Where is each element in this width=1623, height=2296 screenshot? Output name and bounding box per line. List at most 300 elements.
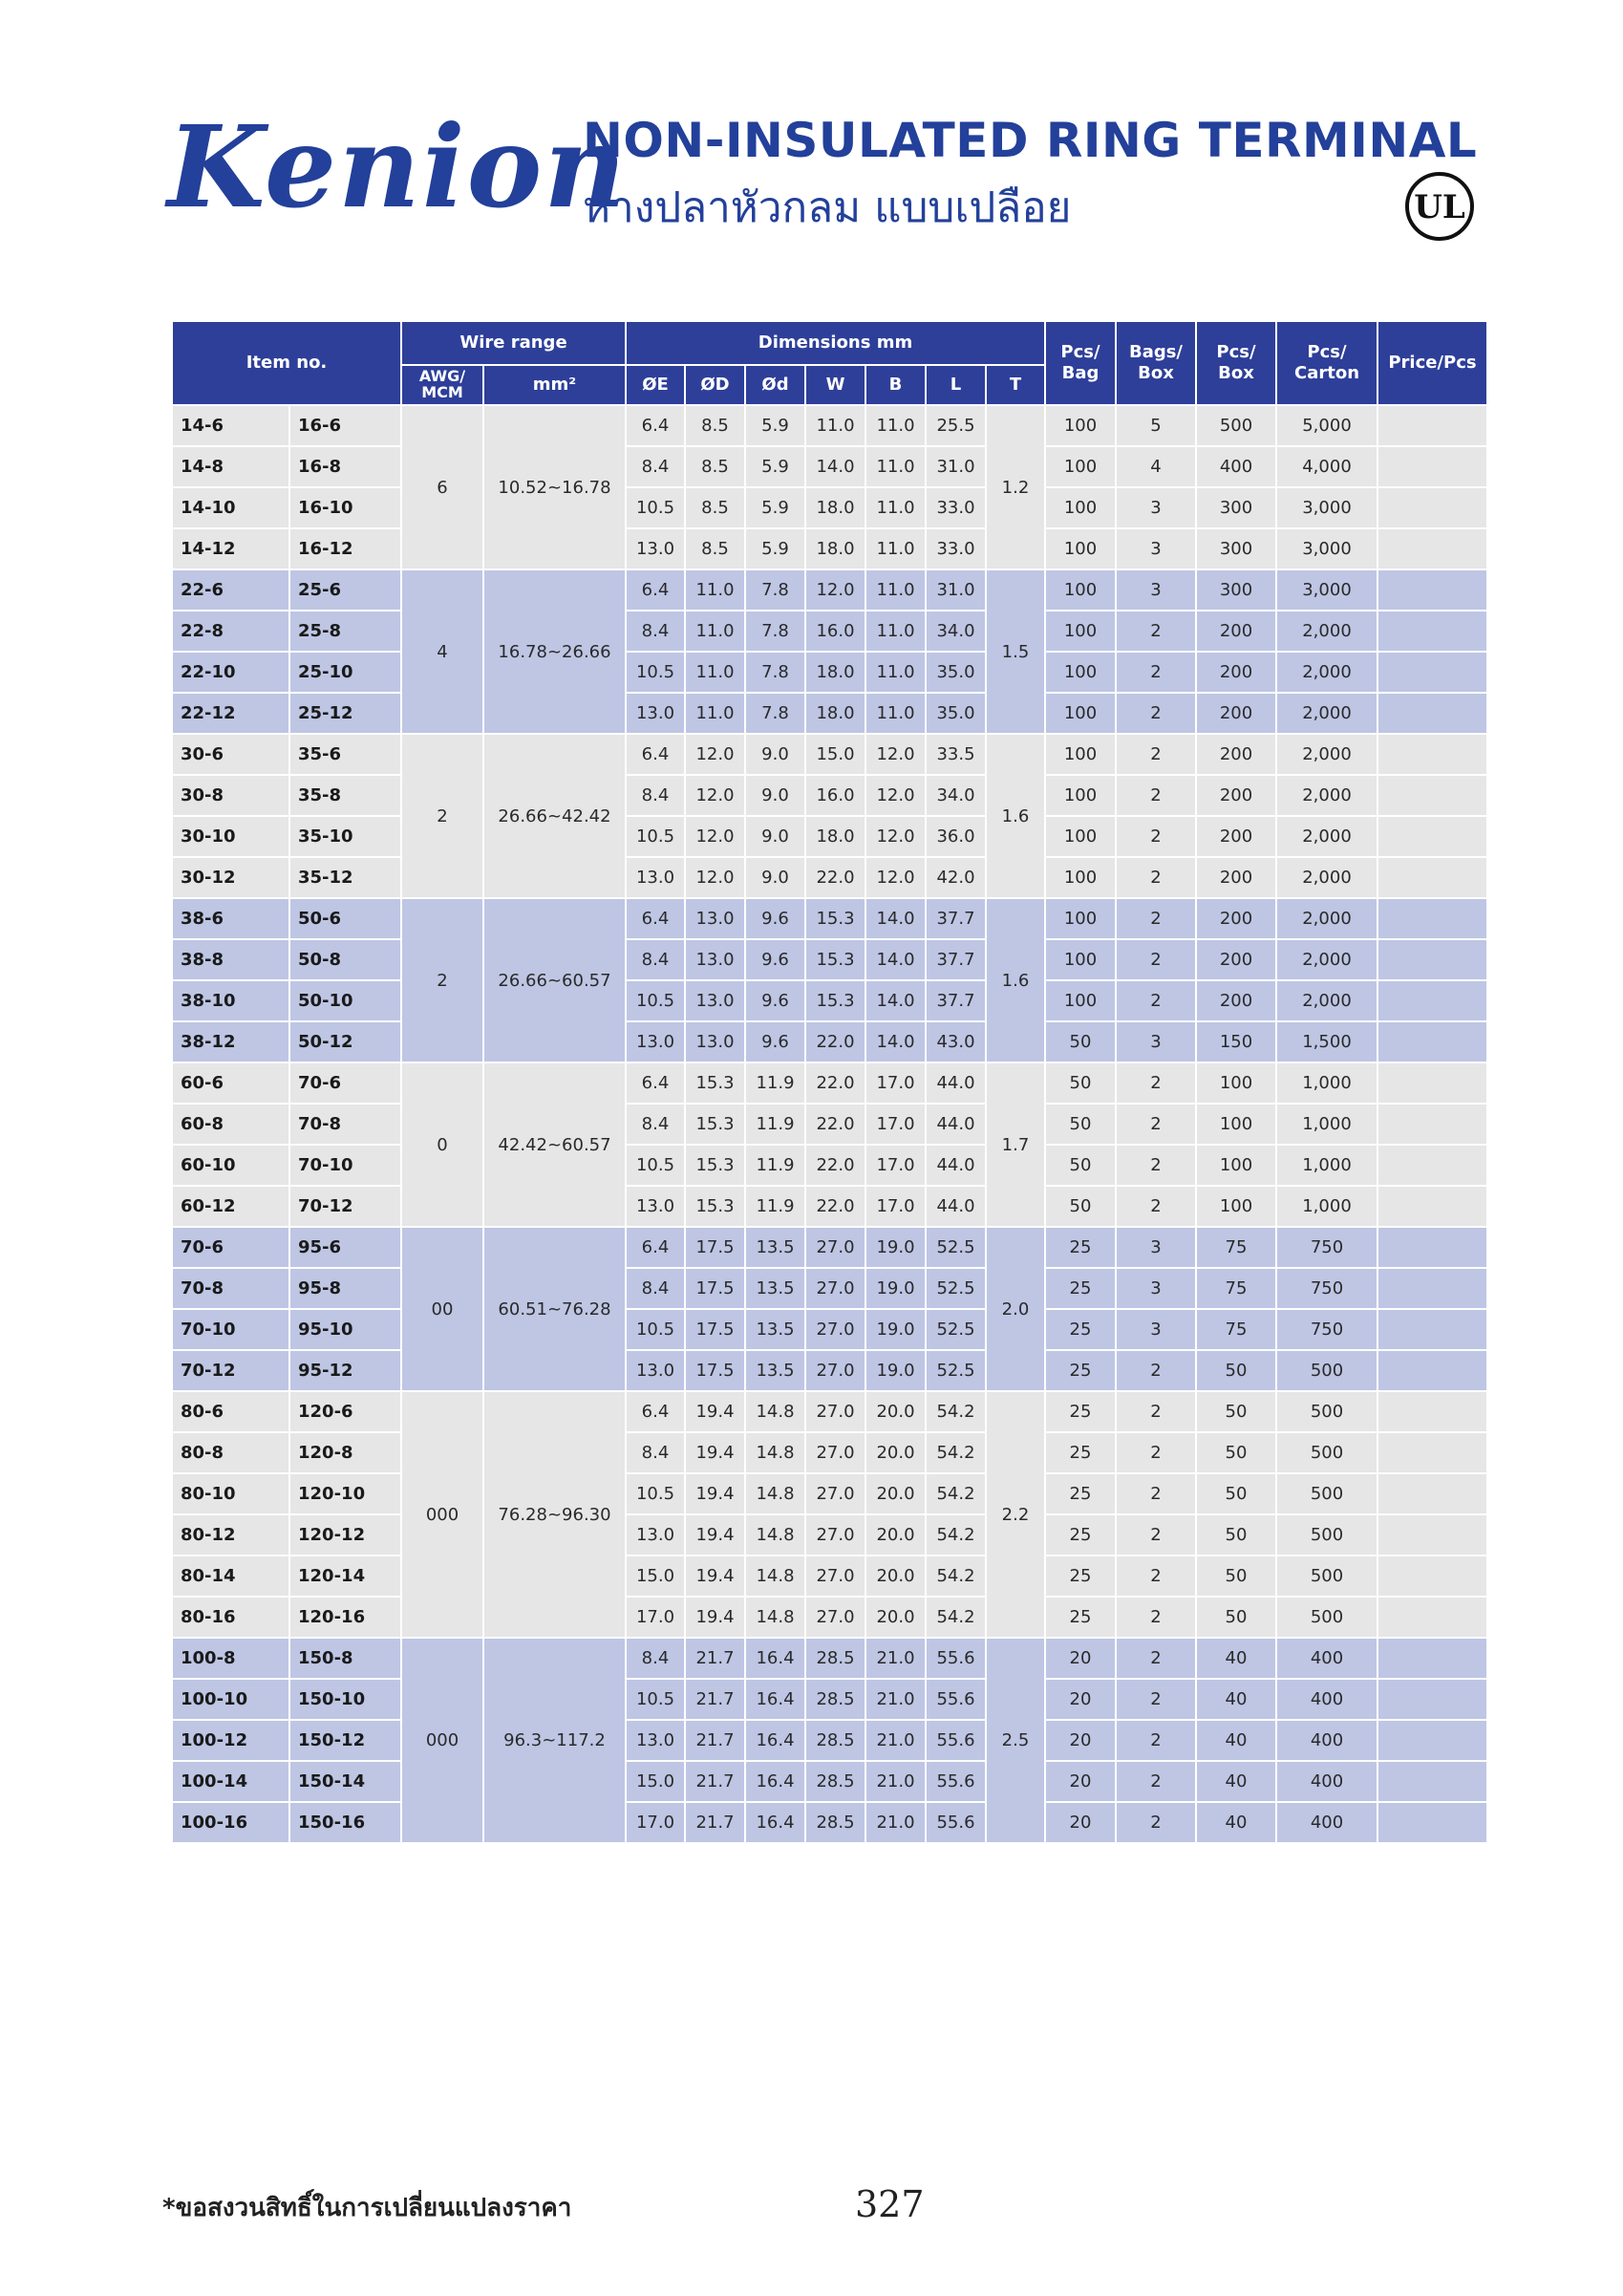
item-no-alt-cell: 95-10 <box>289 1309 401 1350</box>
W-cell: 27.0 <box>805 1268 865 1309</box>
oD-cell: 12.0 <box>685 857 745 898</box>
pcs-bag-cell: 50 <box>1045 1062 1116 1104</box>
B-cell: 19.0 <box>865 1309 926 1350</box>
item-no-cell: 80-14 <box>172 1556 289 1597</box>
pcs-carton-cell: 750 <box>1276 1309 1377 1350</box>
price-cell <box>1377 611 1487 652</box>
pcs-carton-cell: 400 <box>1276 1761 1377 1802</box>
pcs-box-cell: 300 <box>1196 487 1276 528</box>
item-no-alt-cell: 95-8 <box>289 1268 401 1309</box>
pcs-box-cell: 200 <box>1196 980 1276 1021</box>
pcs-bag-cell: 50 <box>1045 1104 1116 1145</box>
oE-cell: 6.4 <box>626 1227 685 1268</box>
B-cell: 20.0 <box>865 1556 926 1597</box>
pcs-carton-cell: 500 <box>1276 1556 1377 1597</box>
bags-box-cell: 3 <box>1116 528 1196 569</box>
L-cell: 31.0 <box>926 569 986 611</box>
bags-box-cell: 3 <box>1116 1021 1196 1062</box>
bags-box-cell: 5 <box>1116 405 1196 446</box>
W-cell: 12.0 <box>805 569 865 611</box>
item-no-alt-cell: 16-6 <box>289 405 401 446</box>
L-cell: 44.0 <box>926 1104 986 1145</box>
awg-cell: 000 <box>401 1638 483 1843</box>
pcs-carton-cell: 2,000 <box>1276 857 1377 898</box>
T-cell: 1.5 <box>986 569 1045 734</box>
W-cell: 22.0 <box>805 1186 865 1227</box>
price-cell <box>1377 898 1487 939</box>
item-no-alt-cell: 70-12 <box>289 1186 401 1227</box>
od-cell: 13.5 <box>745 1309 805 1350</box>
B-cell: 21.0 <box>865 1802 926 1843</box>
pcs-bag-cell: 100 <box>1045 405 1116 446</box>
item-no-alt-cell: 25-10 <box>289 652 401 693</box>
oE-cell: 6.4 <box>626 405 685 446</box>
item-no-cell: 80-6 <box>172 1391 289 1432</box>
awg-cell: 0 <box>401 1062 483 1227</box>
table-row <box>172 1021 1487 1062</box>
pcs-bag-cell: 25 <box>1045 1514 1116 1556</box>
table-row <box>172 734 1487 775</box>
oE-cell: 13.0 <box>626 1186 685 1227</box>
pcs-box-cell: 50 <box>1196 1556 1276 1597</box>
B-cell: 11.0 <box>865 446 926 487</box>
od-cell: 11.9 <box>745 1104 805 1145</box>
pcs-bag-cell: 100 <box>1045 939 1116 980</box>
L-cell: 55.6 <box>926 1720 986 1761</box>
W-cell: 27.0 <box>805 1391 865 1432</box>
bags-box-cell: 2 <box>1116 1638 1196 1679</box>
B-cell: 17.0 <box>865 1145 926 1186</box>
L-cell: 37.7 <box>926 939 986 980</box>
oD-cell: 21.7 <box>685 1802 745 1843</box>
L-cell: 54.2 <box>926 1391 986 1432</box>
item-no-alt-cell: 50-8 <box>289 939 401 980</box>
oD-cell: 21.7 <box>685 1761 745 1802</box>
spec-table-body <box>172 405 1487 1843</box>
table-row <box>172 1104 1487 1145</box>
W-cell: 28.5 <box>805 1679 865 1720</box>
table-row <box>172 611 1487 652</box>
W-cell: 15.0 <box>805 734 865 775</box>
L-cell: 33.0 <box>926 487 986 528</box>
bags-box-cell: 2 <box>1116 734 1196 775</box>
oE-cell: 6.4 <box>626 734 685 775</box>
bags-box-cell: 2 <box>1116 1350 1196 1391</box>
item-no-alt-cell: 120-16 <box>289 1597 401 1638</box>
item-no-cell: 38-6 <box>172 898 289 939</box>
oD-cell: 17.5 <box>685 1227 745 1268</box>
W-cell: 28.5 <box>805 1802 865 1843</box>
item-no-alt-cell: 50-12 <box>289 1021 401 1062</box>
bags-box-cell: 2 <box>1116 1597 1196 1638</box>
pcs-bag-cell: 100 <box>1045 528 1116 569</box>
od-cell: 14.8 <box>745 1473 805 1514</box>
pcs-box-cell: 100 <box>1196 1062 1276 1104</box>
oE-cell: 10.5 <box>626 1145 685 1186</box>
W-cell: 15.3 <box>805 898 865 939</box>
bags-box-cell: 2 <box>1116 1062 1196 1104</box>
od-cell: 7.8 <box>745 611 805 652</box>
pcs-bag-cell: 20 <box>1045 1638 1116 1679</box>
price-cell <box>1377 652 1487 693</box>
od-cell: 9.6 <box>745 898 805 939</box>
bags-box-cell: 2 <box>1116 1556 1196 1597</box>
B-cell: 21.0 <box>865 1720 926 1761</box>
W-cell: 28.5 <box>805 1761 865 1802</box>
price-cell <box>1377 734 1487 775</box>
pcs-bag-cell: 25 <box>1045 1473 1116 1514</box>
oE-cell: 8.4 <box>626 611 685 652</box>
pcs-bag-cell: 20 <box>1045 1720 1116 1761</box>
od-cell: 14.8 <box>745 1432 805 1473</box>
oE-cell: 8.4 <box>626 446 685 487</box>
B-cell: 21.0 <box>865 1761 926 1802</box>
pcs-bag-cell: 100 <box>1045 775 1116 816</box>
oE-cell: 10.5 <box>626 1679 685 1720</box>
od-cell: 5.9 <box>745 405 805 446</box>
pcs-carton-cell: 500 <box>1276 1432 1377 1473</box>
L-cell: 55.6 <box>926 1679 986 1720</box>
pcs-carton-cell: 2,000 <box>1276 816 1377 857</box>
pcs-carton-cell: 1,000 <box>1276 1104 1377 1145</box>
col-price: Price/Pcs <box>1377 321 1487 405</box>
table-row <box>172 775 1487 816</box>
T-cell: 2.0 <box>986 1227 1045 1391</box>
oD-cell: 13.0 <box>685 898 745 939</box>
pcs-box-cell: 200 <box>1196 775 1276 816</box>
item-no-alt-cell: 95-12 <box>289 1350 401 1391</box>
price-cell <box>1377 1062 1487 1104</box>
price-cell <box>1377 1514 1487 1556</box>
oE-cell: 8.4 <box>626 1432 685 1473</box>
price-cell <box>1377 1679 1487 1720</box>
pcs-bag-cell: 100 <box>1045 487 1116 528</box>
col-dimensions: Dimensions mm <box>626 321 1045 365</box>
bags-box-cell: 2 <box>1116 1104 1196 1145</box>
price-cell <box>1377 857 1487 898</box>
W-cell: 28.5 <box>805 1720 865 1761</box>
oD-cell: 15.3 <box>685 1104 745 1145</box>
mm2-cell: 96.3~117.2 <box>483 1638 626 1843</box>
L-cell: 54.2 <box>926 1432 986 1473</box>
od-cell: 13.5 <box>745 1350 805 1391</box>
W-cell: 22.0 <box>805 857 865 898</box>
pcs-carton-cell: 2,000 <box>1276 693 1377 734</box>
item-no-alt-cell: 150-10 <box>289 1679 401 1720</box>
bags-box-cell: 2 <box>1116 939 1196 980</box>
bags-box-cell: 2 <box>1116 898 1196 939</box>
price-cell <box>1377 1021 1487 1062</box>
pcs-carton-cell: 400 <box>1276 1802 1377 1843</box>
pcs-carton-cell: 500 <box>1276 1597 1377 1638</box>
T-cell: 2.2 <box>986 1391 1045 1638</box>
pcs-carton-cell: 1,000 <box>1276 1062 1377 1104</box>
pcs-box-cell: 100 <box>1196 1186 1276 1227</box>
col-L: L <box>926 365 986 405</box>
L-cell: 43.0 <box>926 1021 986 1062</box>
pcs-box-cell: 150 <box>1196 1021 1276 1062</box>
price-cell <box>1377 1473 1487 1514</box>
item-no-cell: 22-10 <box>172 652 289 693</box>
oE-cell: 13.0 <box>626 1514 685 1556</box>
item-no-alt-cell: 150-14 <box>289 1761 401 1802</box>
pcs-bag-cell: 25 <box>1045 1391 1116 1432</box>
L-cell: 33.0 <box>926 528 986 569</box>
pcs-carton-cell: 500 <box>1276 1350 1377 1391</box>
pcs-box-cell: 200 <box>1196 816 1276 857</box>
L-cell: 35.0 <box>926 693 986 734</box>
L-cell: 52.5 <box>926 1227 986 1268</box>
pcs-bag-cell: 100 <box>1045 652 1116 693</box>
L-cell: 37.7 <box>926 980 986 1021</box>
table-row <box>172 528 1487 569</box>
pcs-carton-cell: 500 <box>1276 1391 1377 1432</box>
pcs-bag-cell: 25 <box>1045 1432 1116 1473</box>
oD-cell: 15.3 <box>685 1145 745 1186</box>
oE-cell: 6.4 <box>626 898 685 939</box>
W-cell: 27.0 <box>805 1432 865 1473</box>
oD-cell: 8.5 <box>685 528 745 569</box>
table-row <box>172 1720 1487 1761</box>
pcs-bag-cell: 50 <box>1045 1021 1116 1062</box>
item-no-cell: 100-8 <box>172 1638 289 1679</box>
col-bags-box: Bags/ Box <box>1116 321 1196 405</box>
price-cell <box>1377 980 1487 1021</box>
pcs-box-cell: 50 <box>1196 1473 1276 1514</box>
oD-cell: 19.4 <box>685 1391 745 1432</box>
pcs-carton-cell: 400 <box>1276 1720 1377 1761</box>
item-no-cell: 80-12 <box>172 1514 289 1556</box>
W-cell: 11.0 <box>805 405 865 446</box>
price-cell <box>1377 1432 1487 1473</box>
pcs-box-cell: 200 <box>1196 939 1276 980</box>
od-cell: 7.8 <box>745 693 805 734</box>
item-no-alt-cell: 150-8 <box>289 1638 401 1679</box>
item-no-alt-cell: 70-10 <box>289 1145 401 1186</box>
pcs-carton-cell: 2,000 <box>1276 611 1377 652</box>
W-cell: 27.0 <box>805 1309 865 1350</box>
table-row <box>172 487 1487 528</box>
oD-cell: 17.5 <box>685 1268 745 1309</box>
price-cell <box>1377 569 1487 611</box>
pcs-carton-cell: 2,000 <box>1276 898 1377 939</box>
col-pcs-box: Pcs/ Box <box>1196 321 1276 405</box>
oE-cell: 15.0 <box>626 1761 685 1802</box>
col-awg: AWG/ MCM <box>401 365 483 405</box>
L-cell: 33.5 <box>926 734 986 775</box>
od-cell: 5.9 <box>745 528 805 569</box>
L-cell: 54.2 <box>926 1597 986 1638</box>
oE-cell: 13.0 <box>626 857 685 898</box>
item-no-alt-cell: 120-8 <box>289 1432 401 1473</box>
W-cell: 27.0 <box>805 1350 865 1391</box>
od-cell: 16.4 <box>745 1761 805 1802</box>
table-row <box>172 1802 1487 1843</box>
col-oE: ØE <box>626 365 685 405</box>
oE-cell: 10.5 <box>626 816 685 857</box>
col-od: Ød <box>745 365 805 405</box>
price-cell <box>1377 1268 1487 1309</box>
item-no-cell: 22-6 <box>172 569 289 611</box>
pcs-bag-cell: 100 <box>1045 611 1116 652</box>
table-row <box>172 652 1487 693</box>
pcs-carton-cell: 500 <box>1276 1473 1377 1514</box>
W-cell: 18.0 <box>805 652 865 693</box>
bags-box-cell: 4 <box>1116 446 1196 487</box>
od-cell: 9.0 <box>745 775 805 816</box>
B-cell: 11.0 <box>865 487 926 528</box>
oD-cell: 8.5 <box>685 405 745 446</box>
L-cell: 44.0 <box>926 1186 986 1227</box>
oD-cell: 21.7 <box>685 1679 745 1720</box>
price-cell <box>1377 1350 1487 1391</box>
W-cell: 27.0 <box>805 1473 865 1514</box>
table-row <box>172 569 1487 611</box>
pcs-carton-cell: 1,000 <box>1276 1186 1377 1227</box>
mm2-cell: 26.66~42.42 <box>483 734 626 898</box>
item-no-alt-cell: 16-12 <box>289 528 401 569</box>
item-no-cell: 14-12 <box>172 528 289 569</box>
oD-cell: 19.4 <box>685 1597 745 1638</box>
B-cell: 17.0 <box>865 1186 926 1227</box>
bags-box-cell: 2 <box>1116 693 1196 734</box>
L-cell: 52.5 <box>926 1309 986 1350</box>
B-cell: 14.0 <box>865 939 926 980</box>
ul-certification-icon <box>1403 170 1476 243</box>
pcs-box-cell: 200 <box>1196 898 1276 939</box>
item-no-alt-cell: 25-8 <box>289 611 401 652</box>
table-row <box>172 816 1487 857</box>
pcs-box-cell: 300 <box>1196 569 1276 611</box>
T-cell: 1.7 <box>986 1062 1045 1227</box>
pcs-box-cell: 100 <box>1196 1145 1276 1186</box>
item-no-alt-cell: 25-6 <box>289 569 401 611</box>
od-cell: 7.8 <box>745 569 805 611</box>
oD-cell: 8.5 <box>685 487 745 528</box>
mm2-cell: 26.66~60.57 <box>483 898 626 1062</box>
page-number: 327 <box>855 2183 925 2225</box>
item-no-cell: 14-10 <box>172 487 289 528</box>
W-cell: 27.0 <box>805 1227 865 1268</box>
pcs-bag-cell: 50 <box>1045 1145 1116 1186</box>
price-cell <box>1377 1391 1487 1432</box>
price-cell <box>1377 816 1487 857</box>
oE-cell: 10.5 <box>626 652 685 693</box>
B-cell: 20.0 <box>865 1432 926 1473</box>
table-row <box>172 1761 1487 1802</box>
item-no-cell: 60-12 <box>172 1186 289 1227</box>
B-cell: 12.0 <box>865 775 926 816</box>
item-no-cell: 22-8 <box>172 611 289 652</box>
pcs-bag-cell: 100 <box>1045 857 1116 898</box>
table-row <box>172 1597 1487 1638</box>
od-cell: 11.9 <box>745 1145 805 1186</box>
W-cell: 18.0 <box>805 816 865 857</box>
od-cell: 9.0 <box>745 857 805 898</box>
L-cell: 35.0 <box>926 652 986 693</box>
L-cell: 37.7 <box>926 898 986 939</box>
awg-cell: 000 <box>401 1391 483 1638</box>
W-cell: 16.0 <box>805 611 865 652</box>
item-no-alt-cell: 16-10 <box>289 487 401 528</box>
col-mm2: mm² <box>483 365 626 405</box>
mm2-cell: 42.42~60.57 <box>483 1062 626 1227</box>
oE-cell: 6.4 <box>626 1391 685 1432</box>
oE-cell: 13.0 <box>626 1021 685 1062</box>
price-cell <box>1377 693 1487 734</box>
pcs-box-cell: 300 <box>1196 528 1276 569</box>
pcs-bag-cell: 100 <box>1045 569 1116 611</box>
price-cell <box>1377 1227 1487 1268</box>
mm2-cell: 16.78~26.66 <box>483 569 626 734</box>
pcs-box-cell: 200 <box>1196 611 1276 652</box>
item-no-cell: 80-8 <box>172 1432 289 1473</box>
table-row <box>172 1391 1487 1432</box>
item-no-alt-cell: 35-8 <box>289 775 401 816</box>
bags-box-cell: 2 <box>1116 1473 1196 1514</box>
od-cell: 16.4 <box>745 1638 805 1679</box>
pcs-bag-cell: 50 <box>1045 1186 1116 1227</box>
bags-box-cell: 2 <box>1116 1514 1196 1556</box>
L-cell: 25.5 <box>926 405 986 446</box>
W-cell: 18.0 <box>805 528 865 569</box>
pcs-box-cell: 400 <box>1196 446 1276 487</box>
pcs-bag-cell: 100 <box>1045 980 1116 1021</box>
W-cell: 28.5 <box>805 1638 865 1679</box>
table-row <box>172 1432 1487 1473</box>
B-cell: 17.0 <box>865 1062 926 1104</box>
L-cell: 34.0 <box>926 775 986 816</box>
item-no-alt-cell: 35-10 <box>289 816 401 857</box>
B-cell: 20.0 <box>865 1473 926 1514</box>
pcs-carton-cell: 2,000 <box>1276 734 1377 775</box>
bags-box-cell: 2 <box>1116 611 1196 652</box>
item-no-alt-cell: 120-12 <box>289 1514 401 1556</box>
L-cell: 54.2 <box>926 1473 986 1514</box>
table-row <box>172 1638 1487 1679</box>
oE-cell: 8.4 <box>626 775 685 816</box>
W-cell: 22.0 <box>805 1104 865 1145</box>
pcs-carton-cell: 750 <box>1276 1227 1377 1268</box>
table-row <box>172 1514 1487 1556</box>
W-cell: 18.0 <box>805 693 865 734</box>
B-cell: 11.0 <box>865 652 926 693</box>
pcs-bag-cell: 100 <box>1045 693 1116 734</box>
od-cell: 16.4 <box>745 1679 805 1720</box>
pcs-bag-cell: 100 <box>1045 734 1116 775</box>
pcs-box-cell: 40 <box>1196 1720 1276 1761</box>
B-cell: 11.0 <box>865 693 926 734</box>
pcs-box-cell: 200 <box>1196 652 1276 693</box>
od-cell: 9.0 <box>745 816 805 857</box>
T-cell: 1.6 <box>986 898 1045 1062</box>
price-cell <box>1377 487 1487 528</box>
oD-cell: 19.4 <box>685 1432 745 1473</box>
price-change-note: *ขอสงวนสิทธิ์ในการเปลี่ยนแปลงราคา <box>162 2194 572 2222</box>
col-W: W <box>805 365 865 405</box>
od-cell: 9.0 <box>745 734 805 775</box>
oE-cell: 6.4 <box>626 569 685 611</box>
mm2-cell: 10.52~16.78 <box>483 405 626 569</box>
oE-cell: 17.0 <box>626 1802 685 1843</box>
col-oD: ØD <box>685 365 745 405</box>
bags-box-cell: 2 <box>1116 980 1196 1021</box>
pcs-box-cell: 40 <box>1196 1802 1276 1843</box>
pcs-carton-cell: 400 <box>1276 1638 1377 1679</box>
item-no-cell: 80-10 <box>172 1473 289 1514</box>
pcs-bag-cell: 25 <box>1045 1268 1116 1309</box>
table-row <box>172 1350 1487 1391</box>
